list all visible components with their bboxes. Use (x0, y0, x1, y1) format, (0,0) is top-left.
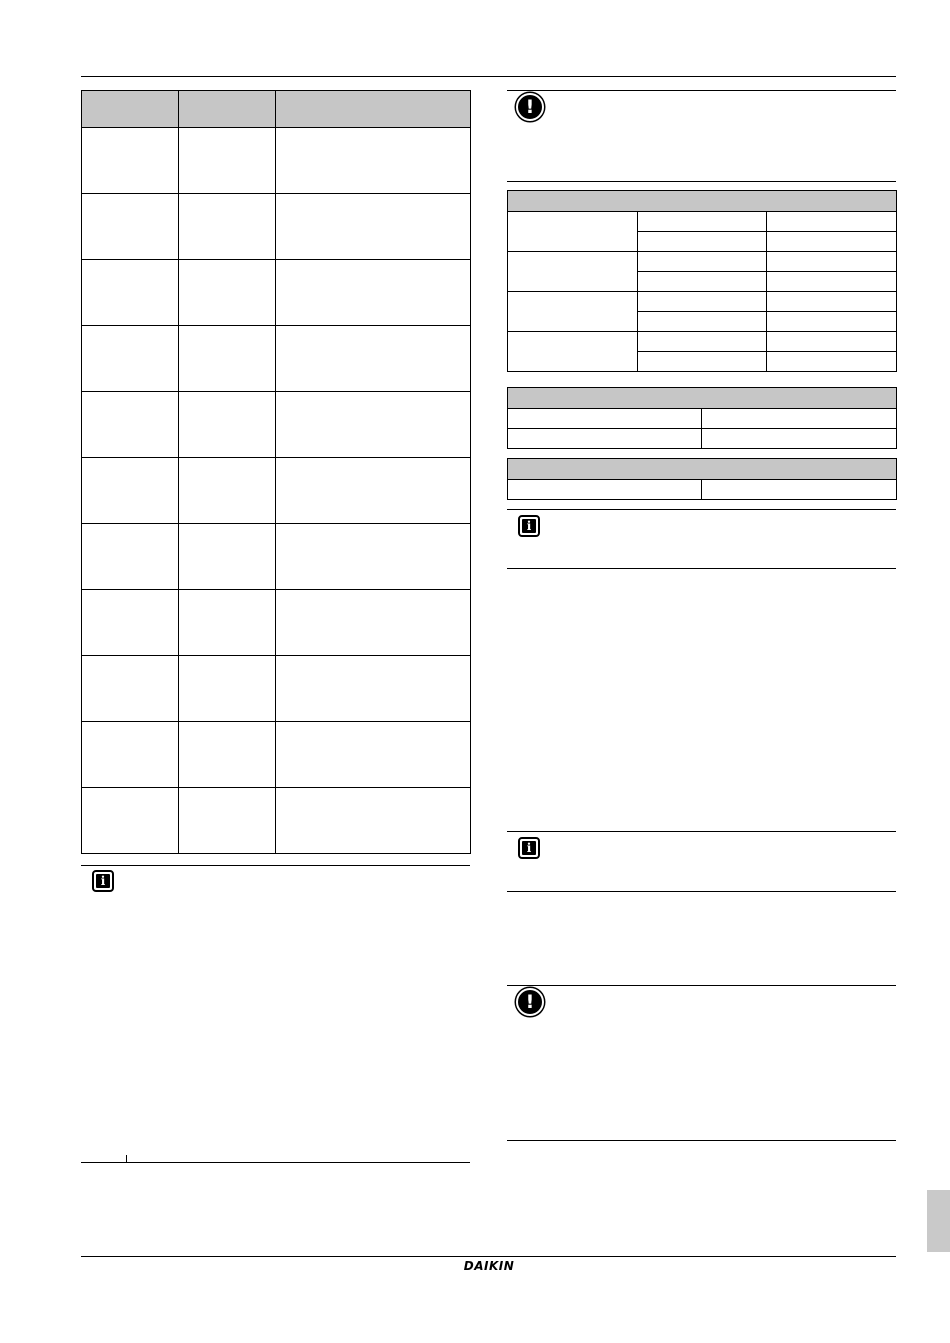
table-row (508, 332, 897, 352)
table-header-row (82, 91, 471, 128)
group-label (508, 212, 638, 252)
table-cell (638, 232, 767, 252)
left-note-bottom-rule (81, 1162, 470, 1163)
table-cell (179, 788, 276, 854)
table-cell (276, 458, 471, 524)
right-table-2 (507, 387, 897, 449)
table-row (82, 392, 471, 458)
table-cell (702, 480, 897, 500)
thumb-tab (927, 1190, 950, 1252)
table-cell (179, 656, 276, 722)
table-cell (82, 128, 179, 194)
table-cell (638, 252, 767, 272)
right-info-1-bottom-rule (507, 568, 896, 569)
table-cell (179, 128, 276, 194)
table-cell (179, 722, 276, 788)
table-row (82, 194, 471, 260)
right-warning-1-bottom-rule (507, 181, 896, 182)
table-row (82, 458, 471, 524)
table-row (82, 260, 471, 326)
right-warning-1-top-rule (507, 90, 896, 91)
table-cell (702, 409, 897, 429)
table-cell (767, 352, 897, 372)
table-cell (276, 524, 471, 590)
table-cell (82, 458, 179, 524)
table-row (82, 656, 471, 722)
right-warning-2-bottom-rule (507, 1140, 896, 1141)
table-cell (82, 722, 179, 788)
table-cell (508, 429, 702, 449)
table-cell (82, 524, 179, 590)
table-cell (508, 480, 702, 500)
table-cell (638, 212, 767, 232)
table-header-row (508, 459, 897, 480)
warning-icon: ! (516, 988, 544, 1016)
table-cell (767, 292, 897, 312)
table-cell (276, 656, 471, 722)
right-info-2-top-rule (507, 831, 896, 832)
group-label (508, 292, 638, 332)
table-cell (276, 392, 471, 458)
left-table (81, 90, 471, 854)
right-warning-2-top-rule (507, 985, 896, 986)
info-icon: i (518, 515, 540, 537)
table-cell (276, 128, 471, 194)
table-cell (276, 260, 471, 326)
table-cell (82, 590, 179, 656)
table-row (508, 409, 897, 429)
group-label (508, 332, 638, 372)
table-cell (638, 292, 767, 312)
header-rule (81, 76, 896, 77)
table-cell (276, 788, 471, 854)
table-row (82, 128, 471, 194)
table-cell (767, 312, 897, 332)
info-icon: i (518, 837, 540, 859)
table-header (508, 459, 897, 480)
table-row (82, 722, 471, 788)
table-header-row (508, 388, 897, 409)
right-info-2-bottom-rule (507, 891, 896, 892)
table-row (508, 252, 897, 272)
right-info-1-top-rule (507, 509, 896, 510)
table-row (82, 590, 471, 656)
table-cell (276, 194, 471, 260)
table-cell (767, 272, 897, 292)
table-row (508, 212, 897, 232)
table-cell (702, 429, 897, 449)
table-cell (82, 194, 179, 260)
table-header (508, 191, 897, 212)
table-cell (638, 332, 767, 352)
table-row (508, 429, 897, 449)
table-cell (767, 252, 897, 272)
table-cell (82, 788, 179, 854)
table-cell (179, 458, 276, 524)
table-cell (638, 312, 767, 332)
table-header (508, 388, 897, 409)
table-cell (276, 722, 471, 788)
footer-rule (81, 1256, 896, 1257)
table-cell (82, 326, 179, 392)
column-header (276, 91, 471, 128)
right-table-1 (507, 190, 897, 372)
table-row (508, 480, 897, 500)
daikin-logo: DAIKIN (463, 1259, 515, 1273)
table-cell (179, 392, 276, 458)
table-header-row (508, 191, 897, 212)
table-cell (82, 656, 179, 722)
table-cell (179, 326, 276, 392)
info-icon: i (92, 870, 114, 892)
table-row (82, 524, 471, 590)
table-cell (767, 232, 897, 252)
table-cell (508, 409, 702, 429)
table-row (82, 788, 471, 854)
table-cell (179, 590, 276, 656)
column-header (179, 91, 276, 128)
group-label (508, 252, 638, 292)
table-cell (179, 524, 276, 590)
table-cell (276, 326, 471, 392)
table-cell (82, 260, 179, 326)
table-row (508, 292, 897, 312)
table-cell (276, 590, 471, 656)
table-cell (767, 332, 897, 352)
right-table-3 (507, 458, 897, 500)
warning-icon: ! (516, 93, 544, 121)
table-cell (767, 212, 897, 232)
table-cell (638, 272, 767, 292)
table-cell (638, 352, 767, 372)
table-row (82, 326, 471, 392)
left-note-top-rule (81, 865, 470, 866)
column-header (82, 91, 179, 128)
table-cell (179, 194, 276, 260)
table-cell (179, 260, 276, 326)
table-cell (82, 392, 179, 458)
